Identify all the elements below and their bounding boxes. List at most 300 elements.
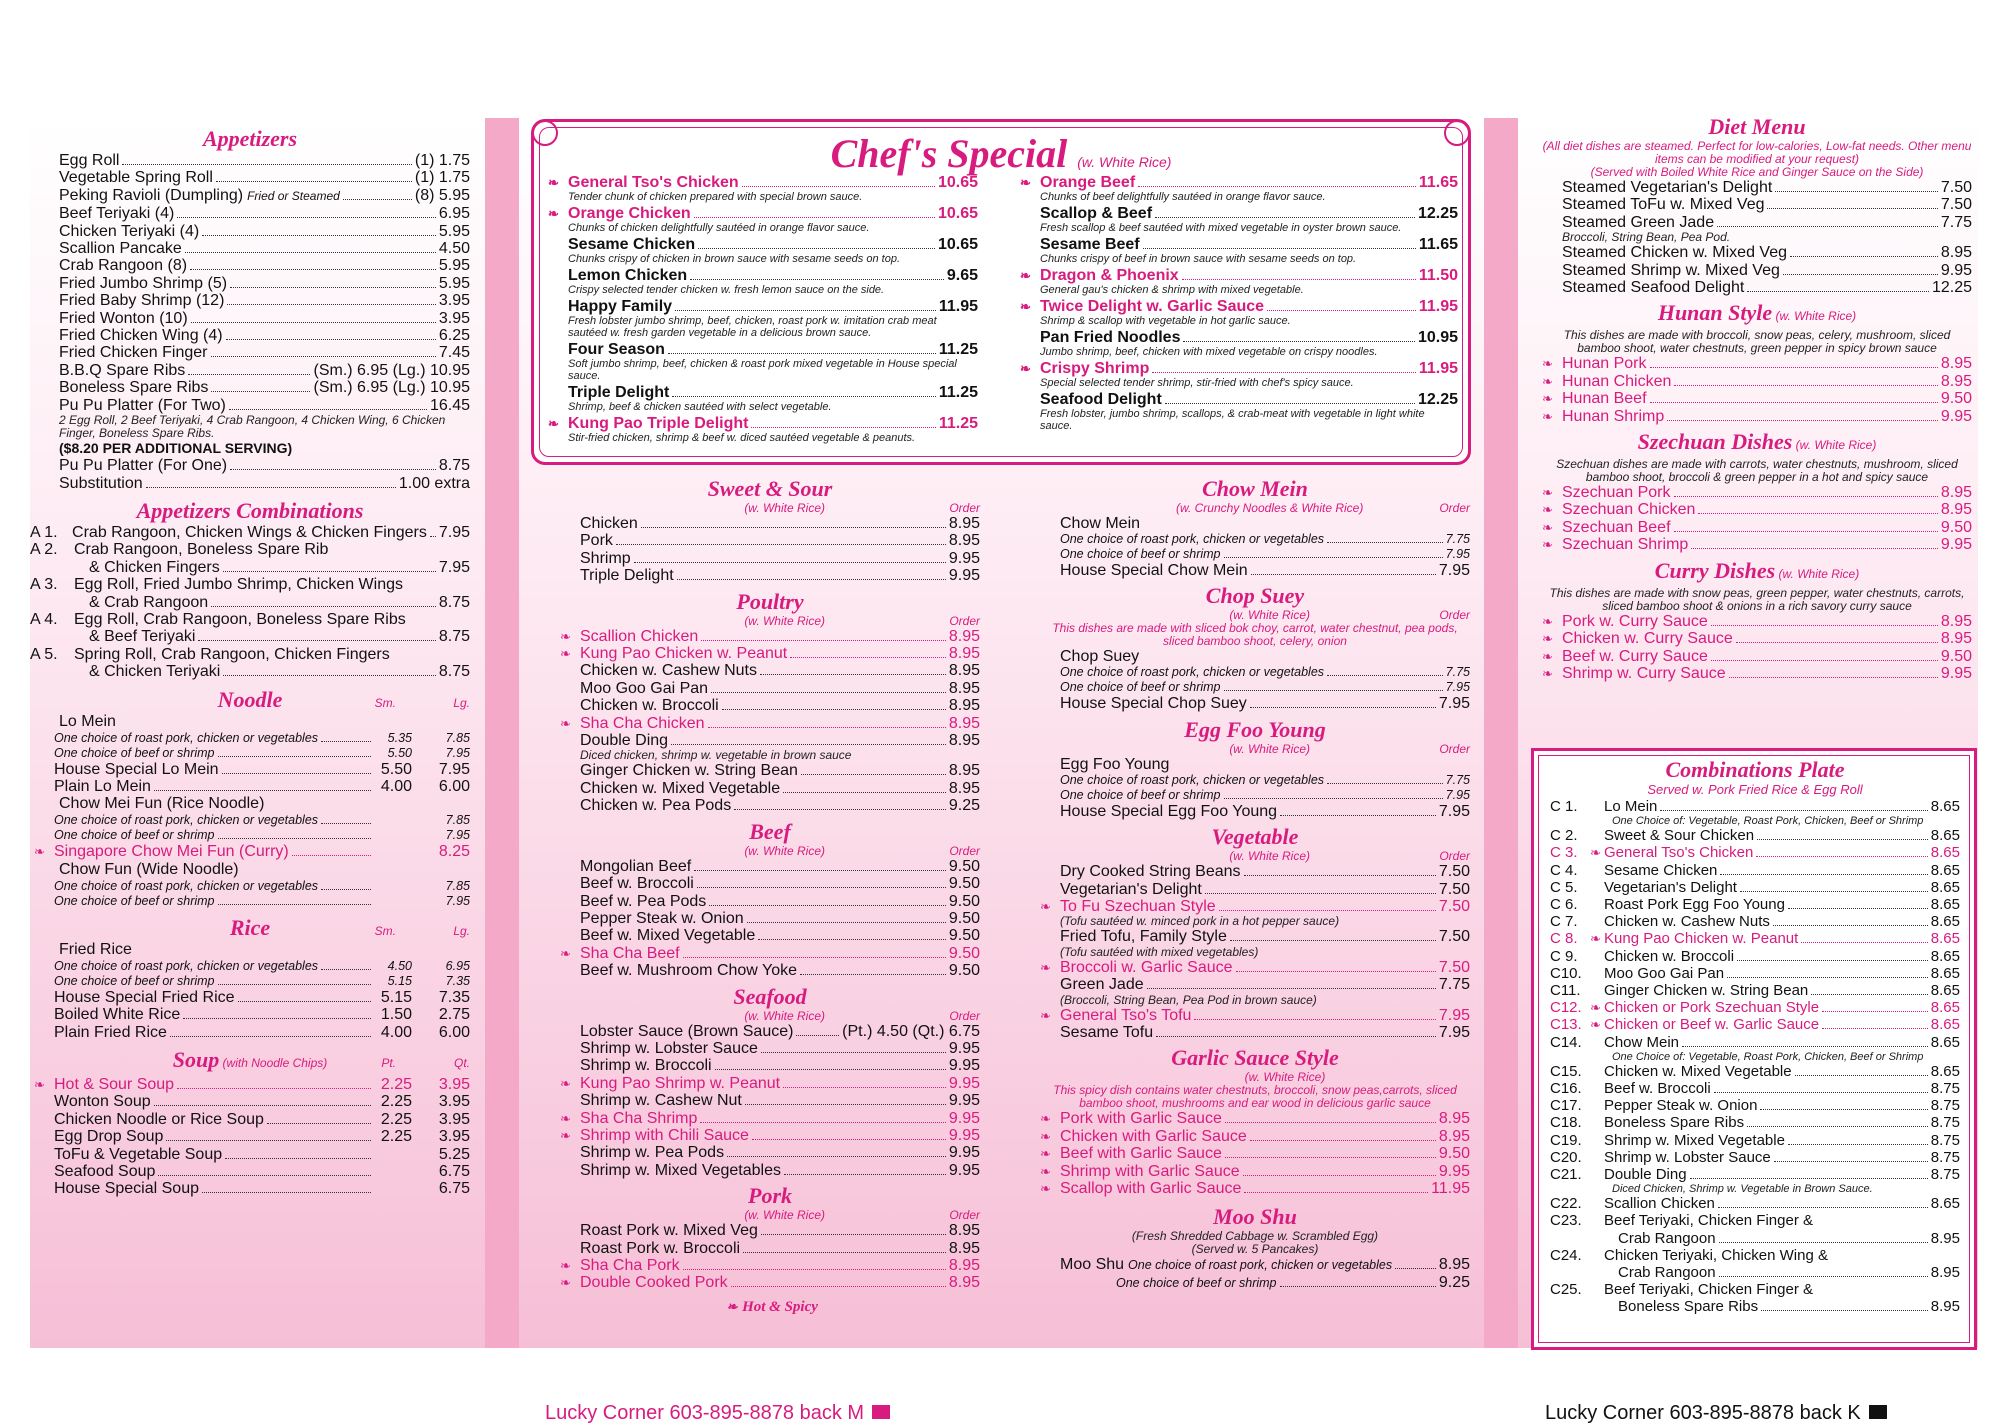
item-price: 7.50 [1438, 863, 1470, 881]
menu-item [560, 697, 980, 714]
item-price-small: 2.25 [380, 1128, 412, 1146]
section-subtitle: (w. White Rice) [744, 1208, 825, 1223]
section-title: Sweet & Sour [707, 476, 833, 501]
item-name: Hot & Sour Soup [54, 1076, 175, 1093]
section-description: This dishes are made with sliced bok choy, carrot, water chestnut, pea pods, sliced bamboo shoot, celery, onion [1052, 621, 1458, 649]
item-name: Szechuan Shrimp [1562, 536, 1689, 554]
menu-item [1542, 501, 1972, 518]
combo-item [1550, 1132, 1960, 1149]
dot-leader [1250, 1140, 1436, 1141]
combo-price: 8.75 [1930, 1131, 1960, 1149]
item-price: 9.95 [948, 1161, 980, 1179]
combo-item [1550, 1034, 1960, 1051]
item-name: Kung Pao Chicken w. Peanut [580, 645, 788, 663]
menu-item [1040, 773, 1470, 788]
section-title: Poultry [736, 588, 804, 614]
item-name: Pu Pu Platter (For Two) [59, 396, 226, 414]
item-price: (8) 5.95 [414, 186, 470, 204]
size-label-large: Lg. [453, 923, 470, 938]
item-name: Plain Fried Rice [54, 1023, 167, 1041]
item-name: Moo Shu [1060, 1255, 1125, 1273]
menu-item [1040, 1024, 1470, 1041]
item-price-small: 2.25 [380, 1076, 412, 1093]
section-title: Soup (with Noodle Chips) [172, 1047, 328, 1072]
hot-pepper-icon: ❧ [1542, 391, 1553, 407]
combo-code: C13. [1550, 1016, 1582, 1034]
item-name: Chicken w. Mixed Vegetable [580, 779, 781, 797]
combo-price: 8.65 [1930, 1195, 1960, 1213]
dot-leader [675, 310, 936, 311]
center-right-column [1040, 472, 1470, 1292]
section-description: Szechuan dishes are made with carrots, water chestnuts, mushroom, sliced bamboo shoot, broccoli & green pepper in a hot and spicy sauce [1556, 457, 1958, 485]
item-price: (Sm.) 6.95 (Lg.) 10.95 [313, 361, 470, 379]
combinations-subtitle: Served w. Pork Fried Rice & Egg Roll [1647, 782, 1863, 797]
item-note: Broccoli, String Bean, Pea Pod. [1562, 230, 1731, 245]
item-price: 8.95 [948, 679, 980, 697]
combo-name: Chicken w. Cashew Nuts [1604, 913, 1770, 931]
footer-k-text: Lucky Corner 603-895-8878 back K [1545, 1402, 1861, 1424]
item-price-small: 2.25 [380, 1110, 412, 1128]
item-price: 9.95 [948, 1039, 980, 1057]
item-price: 9.95 [1940, 536, 1972, 554]
item-price-large: 3.95 [438, 1128, 470, 1146]
item-name: House Special Chow Mein [1060, 562, 1248, 579]
item-price: 11.25 [938, 384, 978, 401]
combo-name: Crab Rangoon, Boneless Spare Rib [74, 541, 329, 559]
moo-shu-section [1040, 1204, 1470, 1293]
combo-price: 8.65 [1930, 964, 1960, 982]
menu-item [34, 731, 470, 746]
item-note: (Tofu sautéed w. minced pork in a hot pepper sauce) [1060, 914, 1340, 929]
dot-leader [761, 1234, 946, 1235]
item-name: Shrimp with Chili Sauce [580, 1126, 749, 1144]
combo-price: 8.65 [1930, 878, 1960, 896]
item-price: 7.50 [1940, 196, 1972, 214]
dot-leader [697, 887, 946, 888]
menu-item [1040, 881, 1470, 898]
combo-price: 7.95 [438, 558, 470, 576]
dot-leader [1674, 531, 1938, 532]
menu-item [560, 962, 980, 979]
hot-pepper-icon: ❧ [560, 715, 571, 731]
menu-item [560, 550, 980, 567]
dot-leader [698, 248, 935, 249]
item-name: One choice of roast pork, chicken or vegetables [54, 958, 319, 973]
item-price: 5.95 [438, 222, 470, 240]
combo-code: C 4. [1550, 861, 1578, 879]
item-price: 7.50 [1438, 928, 1470, 946]
dot-leader [743, 1252, 946, 1253]
combo-item [1550, 862, 1960, 879]
combo-name: Crab Rangoon [1618, 1264, 1716, 1282]
item-price: 12.25 [1417, 391, 1458, 408]
item-name: Boneless Spare Ribs [59, 379, 209, 397]
dot-leader [218, 756, 372, 757]
section-title: Curry Dishes (w. White Rice) [1654, 557, 1860, 583]
item-description: Chunks crispy of chicken in brown sauce with sesame seeds on top. [568, 253, 900, 265]
combo-price: 8.65 [1930, 798, 1960, 815]
combo-code: C 3. [1550, 844, 1578, 862]
hot-pepper-icon: ❧ [1590, 1017, 1601, 1033]
dot-leader [154, 1105, 371, 1106]
combo-name: Roast Pork Egg Foo Young [1604, 896, 1785, 914]
menu-section [560, 819, 980, 980]
item-name: Double Cooked Pork [580, 1274, 728, 1292]
item-price-large: 7.35 [445, 973, 470, 988]
menu-section [1040, 476, 1470, 579]
section-title: Egg Foo Young [1184, 716, 1326, 742]
item-name: Egg Drop Soup [54, 1128, 164, 1146]
hot-pepper-icon: ❧ [1020, 268, 1031, 283]
item-price: 9.95 [948, 1144, 980, 1162]
item-name: Fried Wonton (10) [59, 309, 188, 327]
hot-pepper-icon: ❧ [1542, 485, 1553, 501]
combo-line [30, 559, 470, 576]
hot-pepper-icon: ❧ [560, 1275, 571, 1291]
dot-leader [1783, 274, 1938, 275]
dot-leader [230, 469, 436, 470]
hot-pepper-icon: ❧ [1590, 845, 1601, 861]
combo-name: Pepper Steak w. Onion [1604, 1097, 1758, 1115]
section-tag: (w. White Rice) [1792, 438, 1877, 453]
dot-leader [1147, 988, 1436, 989]
dot-leader [211, 391, 310, 392]
menu-item [560, 732, 980, 749]
item-name: Lobster Sauce (Brown Sauce) [580, 1022, 794, 1040]
item-list [30, 941, 470, 1041]
item-description: Shrimp, beef & chicken sautéed with select vegetable. [568, 401, 832, 413]
noodle-section [30, 687, 470, 909]
section-served-note: (Served with Boiled White Rice and Ginger Sauce on the Side) [1590, 165, 1924, 179]
item-price: 9.50 [948, 857, 980, 875]
section-tag: (with Noodle Chips) [219, 1056, 328, 1070]
pupu-platter-note: 2 Egg Roll, 2 Beef Teriyaki, 4 Crab Rangoon, 4 Chicken Wing, 6 Chicken Finger, Boneless Spare Ribs. [59, 413, 446, 441]
item-price: 9.95 [948, 1074, 980, 1092]
section-subtitle: (w. White Rice) [744, 843, 825, 858]
section-subrow [560, 1010, 980, 1023]
menu-item [1040, 788, 1470, 803]
menu-item [560, 680, 980, 697]
dot-leader [1773, 925, 1928, 926]
combo-code: A 5. [30, 645, 58, 663]
item-name: Pork with Garlic Sauce [1060, 1110, 1222, 1128]
combo-code: A 1. [30, 523, 58, 541]
dot-leader [1194, 1019, 1435, 1020]
menu-item [1542, 179, 1972, 196]
dot-leader [1267, 310, 1416, 311]
combo-price: 8.95 [1930, 1298, 1960, 1316]
menu-item [560, 893, 980, 910]
combo-item [1550, 999, 1960, 1016]
item-price-large: 6.00 [438, 1023, 470, 1041]
item-name: Shrimp w. Mixed Vegetables [580, 1161, 781, 1179]
item-name: Chicken w. Cashew Nuts [580, 662, 757, 680]
combo-code: C10. [1550, 964, 1582, 982]
dot-leader [616, 544, 946, 545]
item-name: Shrimp w. Broccoli [580, 1057, 712, 1075]
item-price: 7.75 [1940, 213, 1972, 231]
combo-item [1550, 982, 1960, 999]
dot-leader [760, 674, 946, 675]
combo-item [1550, 1080, 1960, 1097]
item-price-large: 7.35 [438, 988, 470, 1006]
item-price-large: 6.00 [438, 777, 470, 795]
item-note: Diced chicken, shrimp w. vegetable in brown sauce [580, 748, 852, 763]
item-name: Steamed Chicken w. Mixed Veg [1562, 244, 1788, 262]
menu-item [1542, 373, 1972, 390]
hot-pepper-icon: ❧ [548, 206, 559, 221]
combo-name: & Chicken Fingers [89, 558, 220, 576]
dot-leader [1727, 977, 1928, 978]
item-price: 7.45 [438, 344, 470, 362]
menu-section [1040, 824, 1470, 1041]
item-price: 9.65 [946, 267, 978, 284]
combo-item [1550, 879, 1960, 896]
section-subrow [560, 615, 980, 628]
dot-leader [668, 353, 936, 354]
combo-name: Boneless Spare Ribs [1604, 1114, 1745, 1132]
item-name: Scallion Pancake [59, 240, 182, 258]
section-title: Chow Mein [1202, 476, 1308, 501]
section-title: Hunan Style (w. White Rice) [1657, 300, 1857, 326]
dot-leader [1224, 690, 1443, 691]
combo-item [1550, 913, 1960, 930]
item-list [1542, 484, 1972, 554]
dot-leader [1719, 1276, 1928, 1277]
combo-name: Boneless Spare Ribs [1618, 1298, 1759, 1316]
menu-item [34, 894, 470, 909]
item-price: 10.65 [937, 174, 978, 191]
item-note: (Tofu sautéed with mixed vegetables) [1060, 944, 1259, 959]
dot-leader [1225, 1122, 1436, 1123]
combo-name: Chow Mein [1604, 1033, 1680, 1051]
item-name: Chicken Teriyaki (4) [59, 222, 200, 240]
item-name: Kung Pao Triple Delight [568, 415, 749, 432]
item-name: Crab Rangoon (8) [59, 257, 188, 275]
dot-leader [211, 606, 436, 607]
hot-pepper-icon: ❧ [1040, 1128, 1051, 1144]
item-name: Hunan Beef [1562, 390, 1647, 408]
item-price: 9.25 [948, 797, 980, 815]
menu-item [59, 310, 470, 327]
menu-section [1040, 583, 1470, 712]
dot-leader [1280, 1286, 1436, 1287]
chef-item [1020, 267, 1458, 284]
dot-leader [1760, 1109, 1927, 1110]
menu-item [560, 662, 980, 679]
item-name: Twice Delight w. Garlic Sauce [1040, 298, 1265, 315]
combo-price: 8.75 [1930, 1097, 1960, 1115]
combo-price: 8.65 [1930, 982, 1960, 1000]
dot-leader [1714, 1092, 1928, 1093]
item-name: One choice of beef or shrimp [1060, 680, 1221, 695]
dot-leader [1205, 893, 1436, 894]
appetizer-combos-section [30, 498, 470, 681]
menu-item [560, 875, 980, 892]
dot-leader [211, 356, 436, 357]
menu-item [59, 362, 470, 379]
menu-item [560, 858, 980, 875]
item-description: Soft jumbo shrimp, beef, chicken & roast pork mixed vegetable in House special sauce. [568, 358, 957, 382]
item-description: Jumbo shrimp, beef, chicken with mixed vegetable on crispy noodles. [1040, 346, 1378, 358]
item-price: 3.95 [438, 309, 470, 327]
dot-leader [1219, 910, 1436, 911]
item-name: Fried Chicken Finger [59, 344, 208, 362]
appetizers-list [30, 152, 470, 492]
item-name: One choice of beef or shrimp [1060, 547, 1221, 561]
item-name: Pan Fried Noodles [1040, 329, 1181, 346]
dot-leader [1767, 208, 1937, 209]
item-name: One choice of beef or shrimp [54, 973, 215, 988]
item-heading: Fried Rice [59, 940, 132, 958]
dot-leader [1225, 1157, 1436, 1158]
combo-price: 8.75 [1930, 1080, 1960, 1098]
combo-item [1550, 1166, 1960, 1183]
menu-item [1040, 695, 1470, 712]
combo-line [30, 594, 470, 611]
combo-name: Lo Mein [1604, 798, 1658, 815]
section-subrow [560, 1209, 980, 1222]
item-name: Roast Pork w. Mixed Veg [580, 1222, 758, 1240]
dot-leader [216, 181, 412, 182]
menu-item [560, 945, 980, 962]
menu-item [1542, 536, 1972, 553]
item-price: 9.50 [1438, 1145, 1470, 1163]
combo-code: A 2. [30, 541, 58, 559]
dot-leader [223, 675, 436, 676]
hot-pepper-icon: ❧ [1542, 537, 1553, 553]
item-name: Wonton Soup [54, 1093, 151, 1111]
item-name: Fried Tofu, Family Style [1060, 928, 1227, 946]
menu-item [1542, 519, 1972, 536]
combinations-title: Combinations Plate [1665, 757, 1845, 782]
dot-leader [1138, 186, 1416, 187]
item-price: 8.95 [948, 1222, 980, 1240]
item-name: Beef w. Mushroom Chow Yoke [580, 962, 798, 980]
combo-code: C 2. [1550, 827, 1578, 845]
menu-item [1040, 1256, 1470, 1274]
combo-item [1550, 1298, 1960, 1315]
dot-leader [1395, 1268, 1436, 1269]
hot-pepper-icon: ❧ [1040, 1111, 1051, 1127]
dot-leader [641, 527, 946, 528]
dot-leader [701, 640, 946, 641]
hot-pepper-icon: ❧ [1040, 1007, 1051, 1023]
combo-price: 8.65 [1930, 827, 1960, 845]
menu-item [59, 152, 470, 169]
dot-leader [758, 939, 946, 940]
item-name: Shrimp w. Lobster Sauce [580, 1039, 758, 1057]
combo-name: Chicken w. Broccoli [1604, 947, 1735, 965]
item-name: Vegetable Spring Roll [59, 169, 213, 187]
hot-pepper-icon: ❧ [548, 175, 559, 190]
item-price-small: 4.00 [380, 1023, 412, 1041]
menu-item [1542, 630, 1972, 647]
item-name: One choice of roast pork, chicken or vegetables [1060, 772, 1325, 787]
item-price: 8.95 [948, 714, 980, 732]
item-price: 6.25 [438, 327, 470, 345]
menu-item [34, 1111, 470, 1128]
item-price: 4.50 [438, 240, 470, 258]
combo-name: Sweet & Sour Chicken [1604, 827, 1755, 845]
combo-code: C 9. [1550, 947, 1578, 965]
item-description: General gau's chicken & shrimp with mixed vegetable. [1040, 284, 1304, 296]
item-price: 7.95 [1445, 680, 1470, 695]
section-subtitle: (w. White Rice) [744, 1008, 825, 1023]
item-price: 7.95 [1445, 547, 1470, 561]
section-title: Rice [229, 914, 271, 940]
menu-item [560, 910, 980, 927]
item-price-large: 6.75 [438, 1163, 470, 1181]
dot-leader [202, 235, 436, 236]
item-price: 7.95 [1445, 787, 1470, 802]
order-label: Order [949, 1208, 980, 1223]
item-name: Steamed Green Jade [1562, 213, 1715, 231]
combo-code: C16. [1550, 1080, 1582, 1098]
dot-leader [745, 1104, 946, 1105]
item-name: Sha Cha Pork [580, 1257, 680, 1274]
menu-item [1040, 1180, 1470, 1197]
section-tag: (w. White Rice) [1775, 566, 1860, 581]
combo-price: 8.75 [438, 593, 470, 611]
item-description: Stir-fried chicken, shrimp & beef w. diced sautéed vegetable & peanuts. [568, 432, 916, 444]
chefs-special-title [534, 130, 1468, 177]
dot-leader [1244, 1192, 1428, 1193]
dot-leader [671, 744, 946, 745]
item-name: Boiled White Rice [54, 1006, 181, 1024]
dot-leader [1822, 1011, 1928, 1012]
dot-leader [731, 1286, 946, 1287]
menu-item [560, 780, 980, 797]
combo-code: C 6. [1550, 896, 1578, 914]
menu-item [59, 475, 470, 492]
item-name: Mongolian Beef [580, 857, 692, 875]
item-price: 7.50 [1438, 898, 1470, 916]
dot-leader [188, 374, 310, 375]
combo-name: Scallion Chicken [1604, 1195, 1715, 1213]
item-name: Pork w. Curry Sauce [1562, 612, 1708, 630]
section-title: Seafood [733, 983, 807, 1009]
item-name: Sha Cha Shrimp [580, 1109, 698, 1127]
item-price: 8.95 [1940, 612, 1972, 630]
dot-leader [711, 692, 946, 693]
item-price: 11.95 [938, 298, 978, 315]
menu-item [34, 1146, 470, 1163]
chef-item [548, 174, 978, 191]
item-name: Steamed Seafood Delight [1562, 279, 1745, 297]
menu-item [1542, 279, 1972, 296]
hot-spicy-text: Hot & Spicy [742, 1298, 818, 1315]
combo-name: & Crab Rangoon [89, 593, 209, 611]
menu-item [1040, 562, 1470, 579]
menu-item [560, 762, 980, 779]
item-price: 8.95 [948, 645, 980, 663]
item-price: 9.95 [1940, 664, 1972, 682]
dot-leader [154, 790, 371, 791]
appetizers-title: Appetizers [202, 126, 298, 151]
chef-item [1020, 236, 1458, 253]
section-title: Vegetable [1211, 824, 1299, 850]
dot-leader [190, 269, 436, 270]
menu-item [560, 532, 980, 549]
item-name: Shrimp with Garlic Sauce [1060, 1162, 1240, 1180]
item-price: 8.95 [948, 1257, 980, 1274]
dot-leader [683, 957, 946, 958]
menu-item [59, 397, 470, 414]
combo-item [1550, 1212, 1960, 1229]
combo-name: & Beef Teriyaki [89, 628, 196, 646]
item-list [30, 713, 470, 909]
